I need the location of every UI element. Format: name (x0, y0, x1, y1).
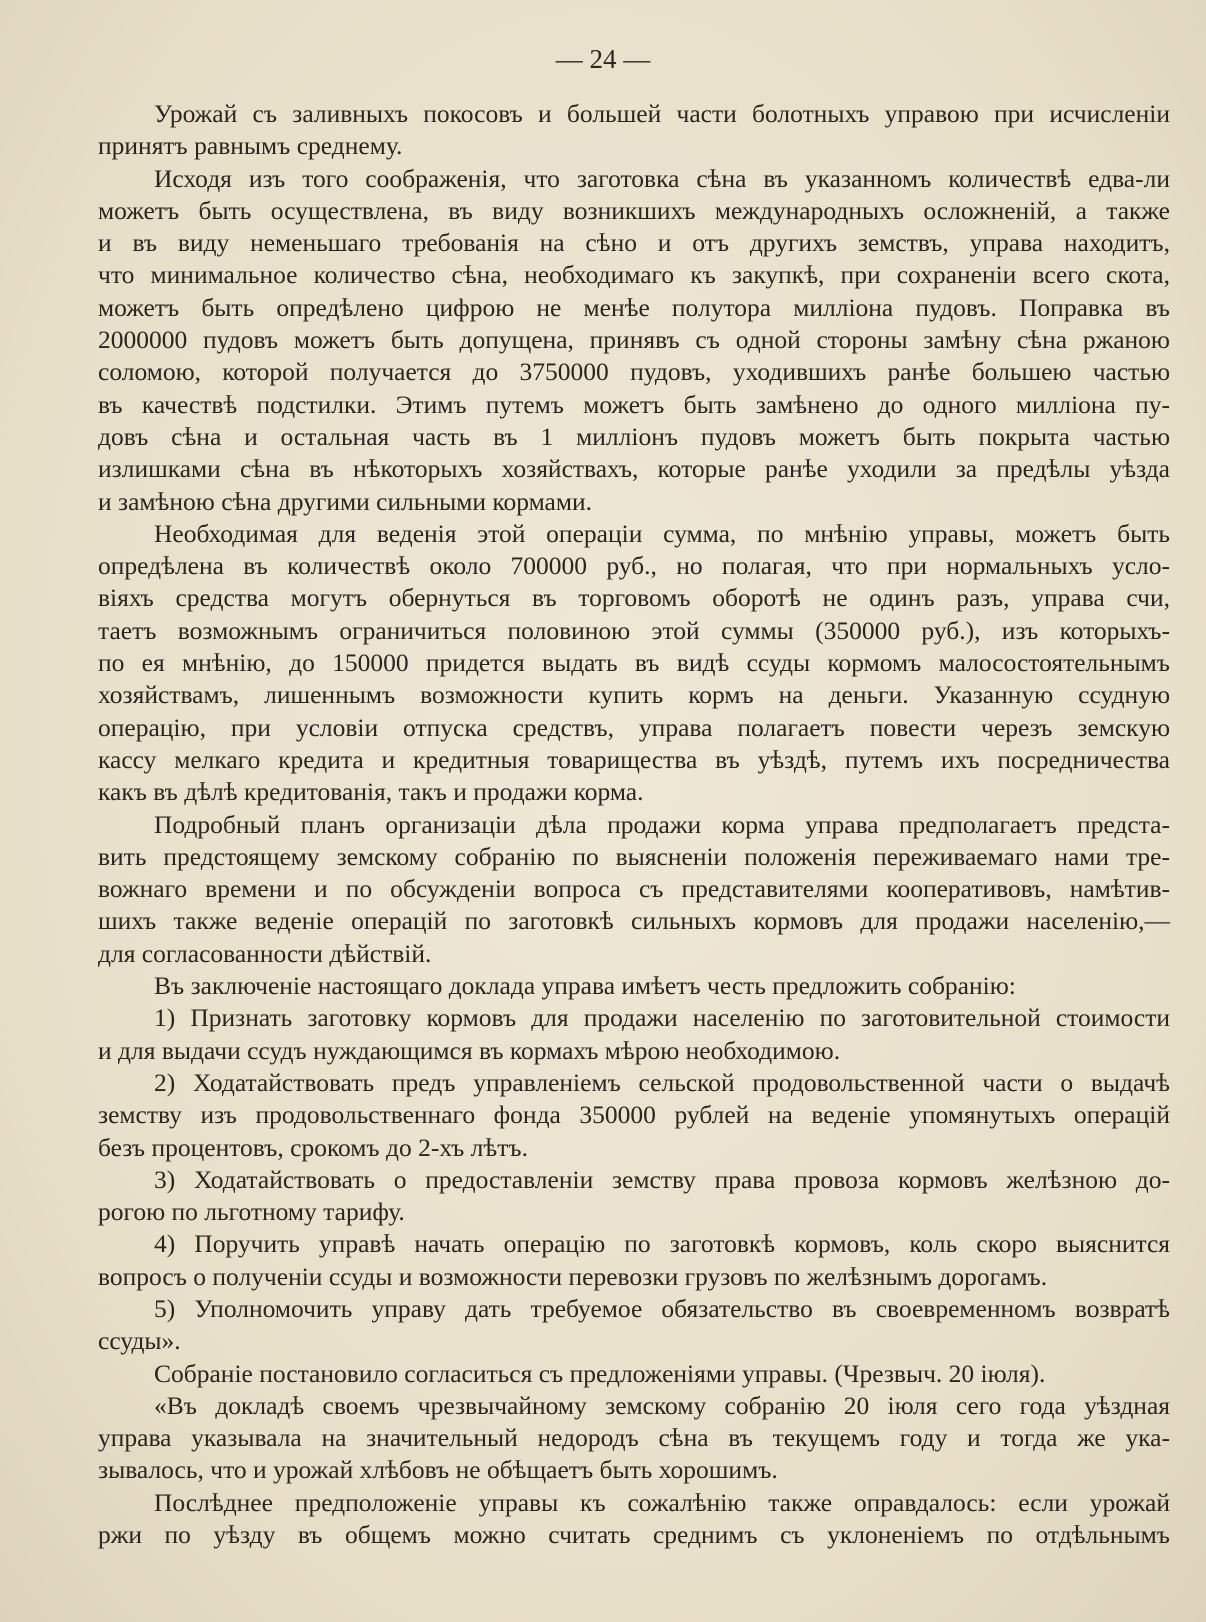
text-line: Послѣднее предположеніе управы къ сожалѣнію также оправдалось: если урожай (154, 1487, 1170, 1517)
text-line: вопросъ о полученіи ссуды и возможности перевозки грузовъ по желѣзнымъ дорогамъ. (98, 1261, 1048, 1291)
text-line: зывалось, что и урожай хлѣбовъ не обѣщаетъ быть хорошимъ. (98, 1455, 778, 1485)
text-line: принятъ равнымъ среднему. (98, 131, 403, 161)
text-line: Собраніе постановило согласиться съ предложеніями управы. (Чрезвыч. 20 іюля). (154, 1358, 1046, 1388)
text-line: кассу мелкаго кредита и кредитныя товарищества въ уѣздѣ, путемъ ихъ посредничества (98, 744, 1170, 774)
paragraph (98, 1067, 1170, 1164)
paragraph (98, 163, 1170, 518)
text-line: Исходя изъ того соображенія, что заготовка сѣна въ указанномъ количествѣ едва-ли (154, 163, 1170, 193)
text-line: и замѣною сѣна другими сильными кормами. (98, 486, 593, 516)
paragraph (98, 1228, 1170, 1293)
text-line: соломою, которой получается до 3750000 пудовъ, уходившихъ ранѣе большею частью (98, 357, 1170, 387)
text-line: ссуды». (98, 1326, 181, 1356)
text-line: шихъ также веденіе операцій по заготовкѣ сильныхъ кормовъ для продажи населенію,— (98, 906, 1170, 936)
paragraph (98, 1358, 1170, 1390)
text-line: рогою по льготному тарифу. (98, 1197, 405, 1227)
text-line: опредѣлена въ количествѣ около 700000 руб., но полагая, что при нормальныхъ усло- (98, 551, 1170, 581)
text-line: и въ виду неменьшаго требованія на сѣно и отъ другихъ земствъ, управа находитъ, (98, 228, 1170, 258)
text-line: хозяйствамъ, лишеннымъ возможности купить кормъ на деньги. Указанную ссудную (98, 680, 1170, 710)
text-line: вожнаго времени и по обсужденіи вопроса съ представителями кооперативовъ, намѣтив- (98, 874, 1170, 904)
document-body (98, 98, 1170, 1551)
paragraph (98, 1293, 1170, 1358)
paragraph (98, 1487, 1170, 1552)
text-line: 3) Ходатайствовать о предоставленіи земству права провоза кормовъ желѣзною до- (154, 1164, 1170, 1194)
text-line: довъ сѣна и остальная часть въ 1 милліонъ пудовъ можетъ быть покрыта частью (98, 421, 1170, 451)
text-line: и для выдачи ссудъ нуждающимся въ кормахъ мѣрою необходимою. (98, 1035, 841, 1065)
text-line: по ея мнѣнію, до 150000 придется выдать въ видѣ ссуды кормомъ малосостоятельнымъ (98, 648, 1170, 678)
text-line: таетъ возможнымъ ограничиться половиною этой суммы (350000 руб.), изъ которыхъ- (98, 615, 1170, 645)
text-line: 2000000 пудовъ можетъ быть допущена, принявъ съ одной стороны замѣну сѣна ржаною (98, 325, 1170, 355)
paragraph (98, 518, 1170, 809)
text-line: операцію, при условіи отпуска средствъ, управа полагаетъ повести черезъ земскую (98, 712, 1170, 742)
page-number: — 24 — (555, 44, 651, 74)
paragraph (98, 809, 1170, 970)
text-line: Подробный планъ организаціи дѣла продажи корма управа предполагаетъ предста- (154, 809, 1170, 839)
text-line: излишками сѣна въ нѣкоторыхъ хозяйствахъ, которые ранѣе уходили за предѣлы уѣзда (98, 454, 1170, 484)
paragraph (98, 98, 1170, 163)
text-line: можетъ быть осуществлена, въ виду возникшихъ международныхъ осложненій, а также (98, 195, 1170, 225)
text-line: управа указывала на значительный недородъ сѣна въ текущемъ году и тогда же ука- (98, 1423, 1170, 1453)
paragraph (98, 1390, 1170, 1487)
text-line: что минимальное количество сѣна, необходимаго къ закупкѣ, при сохраненіи всего скота, (98, 260, 1170, 290)
paragraph (98, 1002, 1170, 1067)
text-line: какъ въ дѣлѣ кредитованія, такъ и продажи корма. (98, 777, 644, 807)
text-line: 5) Уполномочить управу дать требуемое обязательство въ своевременномъ возвратѣ (154, 1293, 1170, 1323)
paragraph (98, 970, 1170, 1002)
text-line: въ качествѣ подстилки. Этимъ путемъ можетъ быть замѣнено до одного милліона пу- (98, 389, 1170, 419)
text-line: віяхъ средства могутъ обернуться въ торговомъ оборотѣ не одинъ разъ, управа счи, (98, 583, 1170, 613)
text-line: вить предстоящему земскому собранію по выясненіи положенія переживаемаго нами тре- (98, 841, 1170, 871)
text-line: Урожай съ заливныхъ покосовъ и большей части болотныхъ управою при исчисленіи (154, 99, 1170, 128)
text-line: ржи по уѣзду въ общемъ можно считать среднимъ съ уклоненіемъ по отдѣльнымъ (98, 1520, 1170, 1550)
paragraph (98, 1164, 1170, 1229)
text-line: Необходимая для веденія этой операціи сумма, по мнѣнію управы, можетъ быть (154, 518, 1170, 548)
text-line: Въ заключеніе настоящаго доклада управа имѣетъ честь предложить собранію: (154, 971, 1016, 1001)
text-line: безъ процентовъ, срокомъ до 2-хъ лѣтъ. (98, 1132, 528, 1162)
text-line: для согласованности дѣйствій. (98, 938, 432, 968)
text-line: 4) Поручить управѣ начать операцію по заготовкѣ кормовъ, коль скоро выяснится (154, 1229, 1170, 1259)
text-line: можетъ быть опредѣлено цифрою не менѣе полутора милліона пудовъ. Поправка въ (98, 292, 1170, 322)
text-line: земству изъ продовольственнаго фонда 350000 рублей на веденіе упомянутыхъ операцій (98, 1100, 1170, 1130)
text-line: 2) Ходатайствовать предъ управленіемъ сельской продовольственной части о выдачѣ (154, 1067, 1170, 1097)
text-line: «Въ докладѣ своемъ чрезвычайному земскому собранію 20 іюля сего года уѣздная (154, 1390, 1170, 1420)
text-line: 1) Признать заготовку кормовъ для продажи населенію по заготовительной стоимости (154, 1003, 1170, 1033)
